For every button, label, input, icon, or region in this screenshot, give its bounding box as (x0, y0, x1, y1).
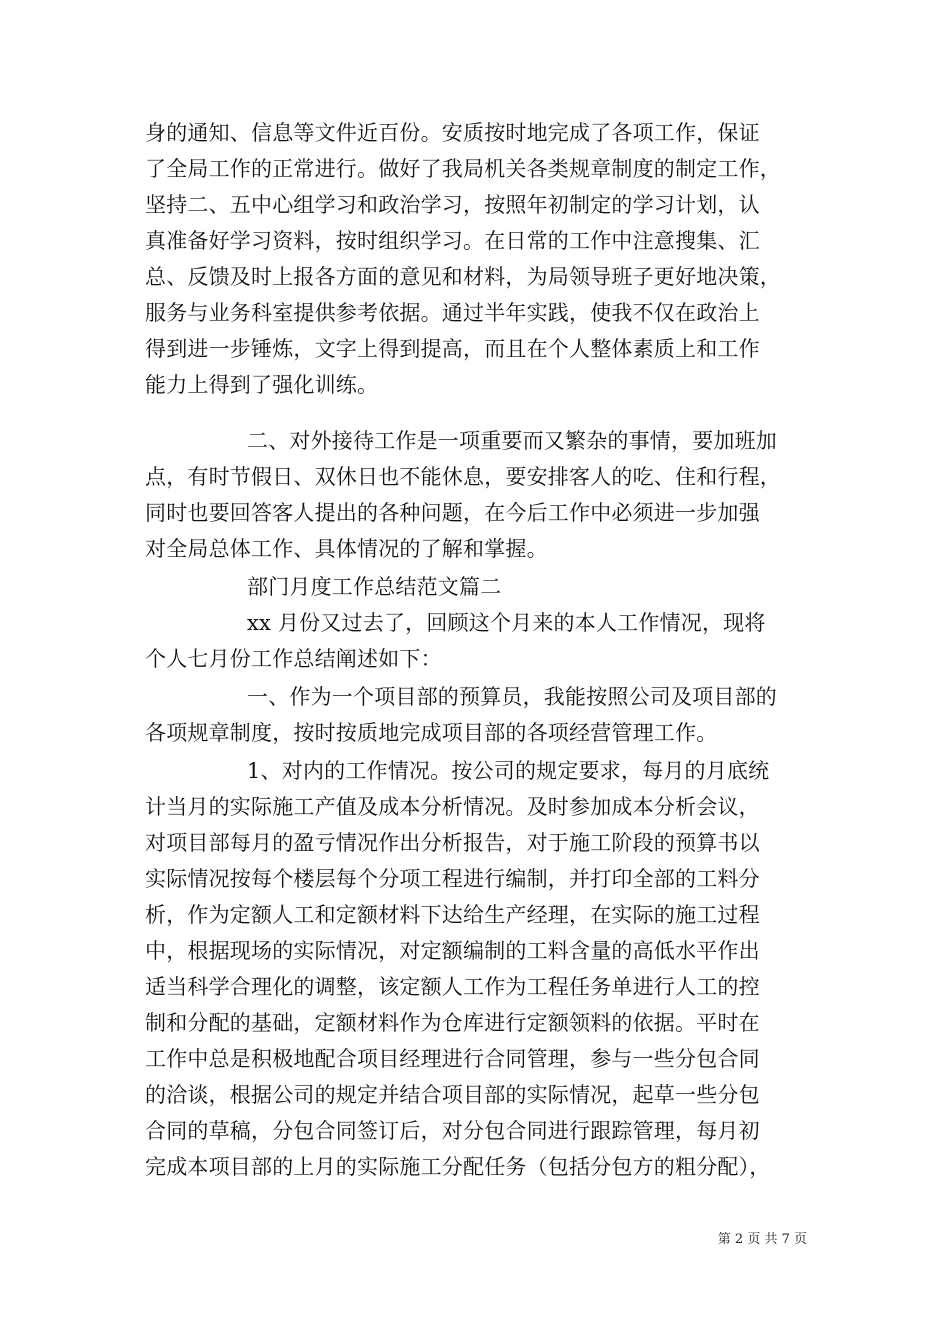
text-line: 同时也要回答客人提出的各种问题，在今后工作中必须进一步加强 (145, 501, 760, 525)
paragraph-first-line: 1、对内的工作情况。按公司的规定要求，每月的月底统 (247, 759, 770, 783)
text-line: 总、反馈及时上报各方面的意见和材料，为局领导班子更好地决策， (145, 265, 781, 289)
text-line: 实际情况按每个楼层每个分项工程进行编制，并打印全部的工料分 (145, 867, 760, 891)
text-line: 中，根据现场的实际情况，对定额编制的工料含量的高低水平作出 (145, 939, 760, 963)
text-line: 坚持二、五中心组学习和政治学习，按照年初制定的学习计划，认 (145, 193, 760, 217)
text-line: 能力上得到了强化训练。 (145, 373, 379, 397)
text-line: 真准备好学习资料，按时组织学习。在日常的工作中注意搜集、汇 (145, 229, 760, 253)
paragraph-first-line: 一、作为一个项目部的预算员，我能按照公司及项目部的 (247, 685, 777, 709)
text-line: 完成本项目部的上月的实际施工分配任务（包括分包方的粗分配）， (145, 1155, 771, 1179)
paragraph-first-line: xx 月份又过去了，回顾这个月来的本人工作情况，现将 (247, 611, 766, 635)
text-line: 身的通知、信息等文件近百份。安质按时地完成了各项工作，保证 (145, 121, 760, 145)
text-line: 各项规章制度，按时按质地完成项目部的各项经营管理工作。 (145, 721, 718, 745)
text-line: 计当月的实际施工产值及成本分析情况。及时参加成本分析会议， (145, 795, 760, 819)
text-line: 点，有时节假日、双休日也不能休息，要安排客人的吃、住和行程， (145, 465, 781, 489)
text-line: 制和分配的基础，定额材料作为仓库进行定额领料的依据。平时在 (145, 1011, 760, 1035)
text-line: 对全局总体工作、具体情况的了解和掌握。 (145, 537, 548, 561)
text-line: 合同的草稿，分包合同签订后，对分包合同进行跟踪管理，每月初 (145, 1119, 760, 1143)
text-line: 的洽谈，根据公司的规定并结合项目部的实际情况，起草一些分包 (145, 1083, 760, 1107)
paragraph-2-first-line: 二、对外接待工作是一项重要而又繁杂的事情，要加班加 (247, 429, 777, 453)
text-line: 个人七月份工作总结阐述如下： (145, 647, 442, 671)
text-line: 了全局工作的正常进行。做好了我局机关各类规章制度的制定工作， (145, 157, 781, 181)
section-heading: 部门月度工作总结范文篇二 (247, 575, 502, 599)
text-line: 得到进一步锤炼，文字上得到提高，而且在个人整体素质上和工作 (145, 337, 760, 361)
text-line: 对项目部每月的盈亏情况作出分析报告，对于施工阶段的预算书以 (145, 831, 760, 855)
text-line: 服务与业务科室提供参考依据。通过半年实践，使我不仅在政治上 (145, 301, 760, 325)
text-line: 析，作为定额人工和定额材料下达给生产经理，在实际的施工过程 (145, 903, 760, 927)
text-line: 工作中总是积极地配合项目经理进行合同管理，参与一些分包合同 (145, 1047, 760, 1071)
page-number: 第 2 页 共 7 页 (717, 1232, 807, 1247)
text-line: 适当科学合理化的调整，该定额人工作为工程任务单进行人工的控 (145, 975, 760, 999)
